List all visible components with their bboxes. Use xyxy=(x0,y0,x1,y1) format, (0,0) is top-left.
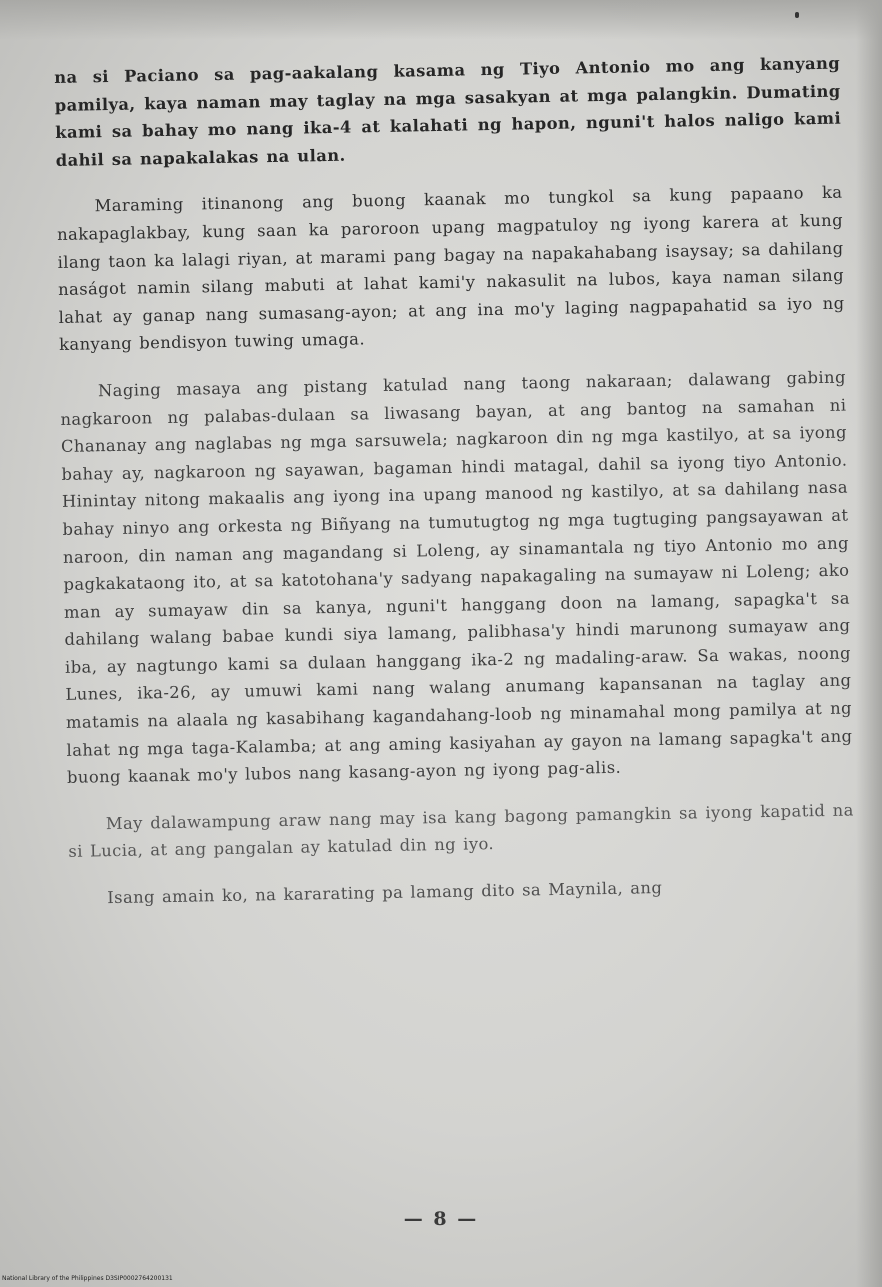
letter-body-text xyxy=(54,50,855,913)
paragraph-5: Isang amain ko, na kararating pa lamang dito sa Maynila, ang xyxy=(107,878,663,908)
paragraph-3: Naging masaya ang pistang katulad nang taong nakaraan; dalawang gabing nagkaroon ng palabas-dulaan sa liwasang bayan, at ang bantog na samahan ni Chananay ang naglabas ng mga sarsuwela; nagkaroon din ng mga kastilyo, at sa iyong bahay ay, nagkaroon ng sayawan, bagaman hindi matagal, dahil sa iyong tiyo Antonio. Hinintay nitong makaalis ang iyong ina upang manood ng kastilyo, at sa dahilang nasa bahay ninyo ang orkesta ng Biñyang na tumutugtog ng mga tugtuging pangsayawan at naroon, din naman ang magandang si Loleng, ay sinamantala ng tiyo Antonio mo ang pagkakataong ito, at sa katotohana'y sadyang napakagaling na sumayaw ni Loleng; ako man ay sumayaw din sa kanya, nguni't hanggang doon na lamang, sapagka't sa dahilang walang babae kundi siya lamang, palibhasa'y hindi marunong sumayaw ang iba, ay nagtungo kami sa dulaan hanggang ika-2 ng madaling-araw. Sa wakas, noong Lunes, ika-26, ay umuwi kami nang walang anumang kapansanan na taglay ang matamis na alaala ng kasabihang kagandahang-loob ng minamahal mong pamilya at ng lahat ng mga taga-Kalamba; at ang aming kasiyahan ay gayon na lamang sapagka't ang buong kaanak mo'y lubos nang kasang-ayon ng iyong pag-alis. xyxy=(60,367,853,788)
ink-speck xyxy=(795,12,799,18)
page-number: — 8 — xyxy=(403,1208,479,1230)
digitization-credit: National Library of the Philippines D3SIP0002764200131 xyxy=(2,1275,173,1282)
page-shadow-top xyxy=(0,0,882,40)
paragraph-1: na si Paciano sa pag-aakalang kasama ng Tiyo Antonio mo ang kanyang pamilya, kaya naman may taglay na mga sasakyan at mga palangkin. Dumating kami sa bahay mo nang ika-4 at kalahati ng hapon, nguni't halos naligo kami dahil sa napakalakas na ulan. xyxy=(54,53,842,170)
paragraph-4: May dalawampung araw nang may isa kang bagong pamangkin sa iyong kapatid na si Lucia, at ang pangalan ay katulad din ng iyo. xyxy=(68,800,854,862)
paragraph-2: Maraming itinanong ang buong kaanak mo tungkol sa kung papaano ka nakapaglakbay, kung saan ka paroroon upang magpatuloy ng iyong karera at kung ilang taon ka lalagi riyan, at marami pang bagay na napakahabang isaysay; sa dahilang naságot namin silang mabuti at lahat kami'y nakasulit na lubos, kaya naman silang lahat ay ganap nang sumasang-ayon; at ang ina mo'y laging nagpapahatid sa iyo ng kanyang bendisyon tuwing umaga. xyxy=(56,182,845,355)
page-shadow-right xyxy=(856,0,882,1287)
